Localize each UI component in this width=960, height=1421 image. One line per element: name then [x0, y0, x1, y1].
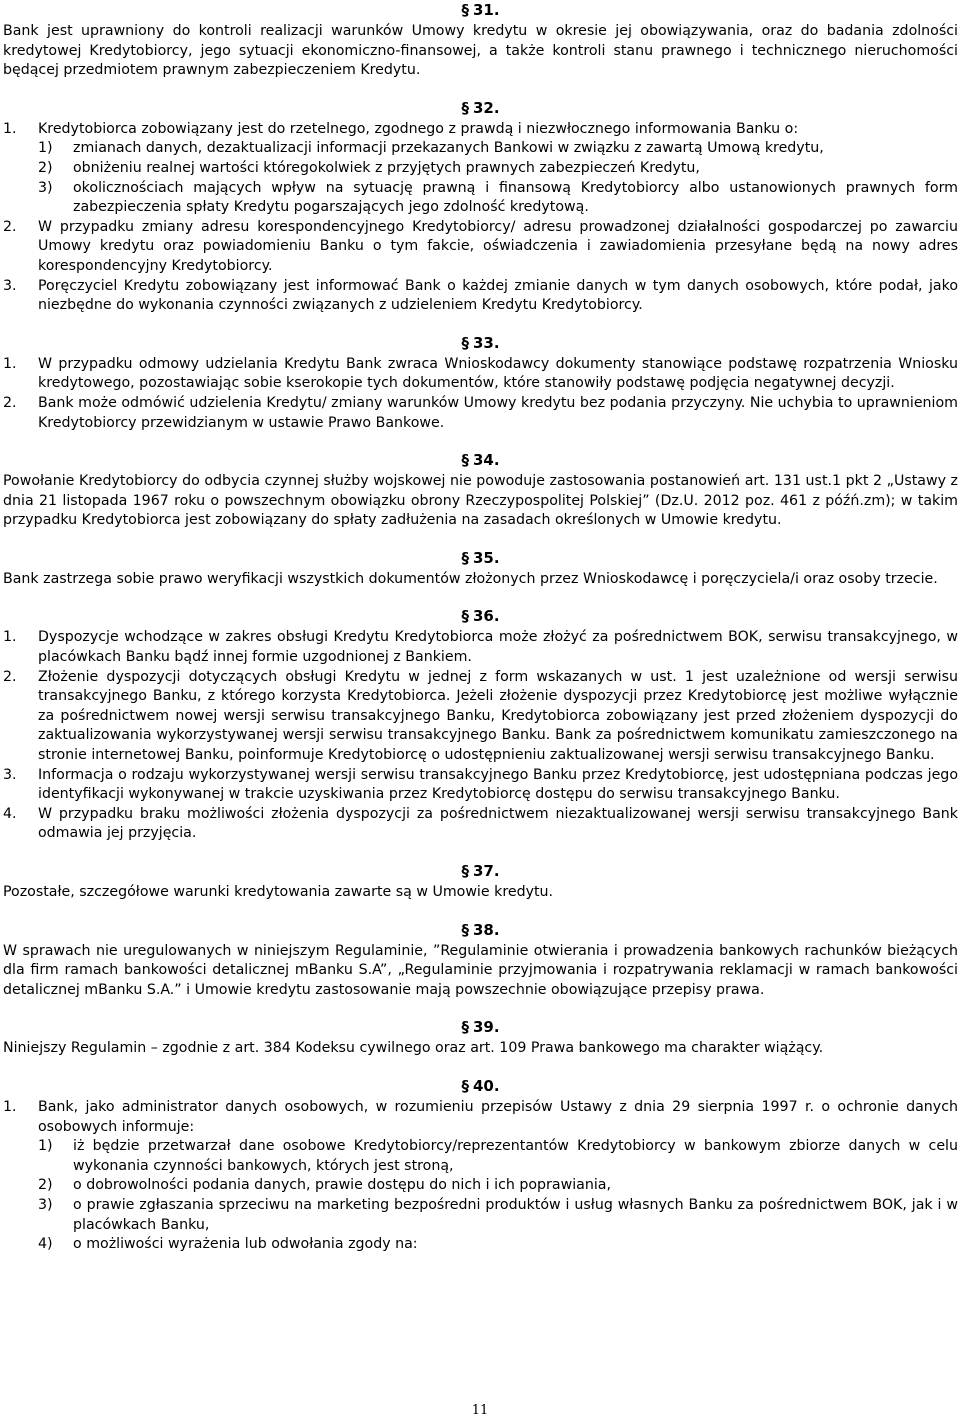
section-number: 34. — [472, 451, 500, 470]
sub-item — [3, 1196, 958, 1235]
section-heading-35 — [3, 548, 958, 568]
section-34-text: Powołanie Kredytobiorcy do odbycia czynnej służby wojskowej nie powoduje zastosowania postanowień art. 131 ust.1 pkt 2 „Ustawy z dnia 21 listopada 1967 roku o powszechnym obowiązku obrony Rzeczypospolitej Polskiej” (Dz.U. 2012 poz. 461 z późń.zm); w takim przypadku Kredytobiorca jest zobowiązany do spłaty zadłużenia na zasadach określonych w Umowie kredytu. — [3, 473, 958, 529]
section-heading-32 — [3, 98, 958, 118]
sub-item — [3, 1235, 958, 1255]
item-text: Bank, jako administrator danych osobowych, w rozumieniu przepisów Ustawy z dnia 29 sierpnia 1997 r. o ochronie danych osobowych informuje: — [38, 1098, 958, 1135]
item-text: Informacja o rodzaju wykorzystywanej wersji serwisu transakcyjnego Banku przez Kredytobiorcę, jest udostępniana podczas jego identyfikacji wykonywanej w trakcie uzyskiwania przez Kredytobiorcę dostępu do serwisu transakcyjnego Banku. — [38, 766, 958, 803]
section-sign: § — [461, 1, 469, 19]
section-sign: § — [461, 333, 469, 352]
item-number: 1) — [38, 140, 53, 157]
item-number: 1) — [38, 1138, 53, 1155]
section-number: 33. — [472, 333, 500, 352]
sub-item — [3, 1176, 958, 1196]
item-number: 1. — [3, 120, 17, 137]
item-number: 2. — [3, 394, 17, 411]
item-number: 3. — [3, 766, 17, 783]
sub-item — [3, 159, 958, 179]
section-heading-39 — [3, 1017, 958, 1037]
paragraph-item — [3, 277, 958, 316]
section-heading-31 — [3, 0, 958, 20]
document-page — [3, 0, 958, 1255]
item-number: 1. — [3, 1098, 17, 1115]
item-number: 3) — [38, 179, 53, 196]
section-heading-37 — [3, 861, 958, 881]
section-sign: § — [461, 862, 469, 880]
item-text: Bank może odmówić udzielenia Kredytu/ zmiany warunków Umowy kredytu bez podania przyczyny. Nie uchybia to uprawnieniom Kredytobiorcy przewidzianym w ustawie Prawo Bankowe. — [38, 394, 958, 431]
item-text: Poręczyciel Kredytu zobowiązany jest informować Bank o każdej zmianie danych w tym danych osobowych, które podał, jako niezbędne do wykonania czynności związanych z udzieleniem Kredytu Kredytobiorcy. — [38, 277, 958, 314]
item-text: o dobrowolności podania danych, prawie dostępu do nich i ich poprawiania, — [73, 1177, 611, 1194]
section-sign: § — [461, 1076, 469, 1095]
section-heading-36 — [3, 606, 958, 626]
item-number: 4. — [3, 805, 17, 822]
paragraph-item — [3, 218, 958, 277]
section-sign: § — [461, 920, 469, 939]
section-heading-34 — [3, 450, 958, 470]
section-number: 40. — [472, 1076, 500, 1095]
section-sign: § — [461, 98, 469, 117]
item-number: 4) — [38, 1236, 53, 1253]
section-number: 32. — [472, 98, 500, 117]
section-heading-33 — [3, 333, 958, 353]
section-sign: § — [461, 1018, 469, 1037]
section-sign: § — [461, 548, 469, 567]
section-heading-38 — [3, 920, 958, 940]
paragraph-item — [3, 120, 958, 140]
paragraph-item — [3, 668, 958, 766]
item-text: okolicznościach mających wpływ na sytuację prawną i finansową Kredytobiorcy albo ustanowionych prawnych form zabezpieczenia spłaty Kredytu pogarszających jego zdolność kredytową. — [73, 179, 958, 216]
item-text: iż będzie przetwarzał dane osobowe Kredytobiorcy/reprezentantów Kredytobiorcy w bankowym zbiorze danych w celu wykonania czynności bankowych, których jest stroną, — [73, 1138, 958, 1174]
item-number: 2. — [3, 218, 17, 235]
item-number: 3) — [38, 1196, 53, 1213]
section-sign: § — [461, 451, 469, 470]
item-text: W przypadku braku możliwości złożenia dyspozycji za pośrednictwem niezaktualizowanej wersji serwisu transakcyjnego Bank odmawia jej przyjęcia. — [38, 805, 958, 842]
section-number: 31. — [472, 1, 500, 19]
paragraph-item — [3, 628, 958, 667]
section-number: 39. — [472, 1018, 500, 1037]
section-sign: § — [461, 607, 469, 626]
item-number: 3. — [3, 277, 17, 294]
item-number: 1. — [3, 355, 17, 372]
sub-item — [3, 179, 958, 218]
section-39-text: Niniejszy Regulamin – zgodnie z art. 384 Kodeksu cywilnego oraz art. 109 Prawa bankowego ma charakter wiążący. — [3, 1040, 824, 1057]
section-35-text: Bank zastrzega sobie prawo weryfikacji wszystkich dokumentów złożonych przez Wnioskodawcę i poręczyciela/i oraz osoby trzecie. — [3, 570, 938, 587]
item-text: Dyspozycje wchodzące w zakres obsługi Kredytu Kredytobiorca może złożyć za pośrednictwem BOK, serwisu transakcyjnego, w placówkach Banku bądź innej formie uzgodnionej z Bankiem. — [38, 629, 958, 666]
paragraph-item — [3, 355, 958, 394]
page-number: 11 — [471, 1403, 489, 1418]
item-text: W przypadku zmiany adresu korespondencyjnego Kredytobiorcy/ adresu prowadzonej działalności gospodarczej po zawarciu Umowy kredytu oraz powiadomieniu Banku o tym fakcie, oświadczenia i zawiadomienia przesyłane będą na nowy adres korespondencyjny Kredytobiorcy. — [38, 218, 958, 274]
item-number: 1. — [3, 629, 17, 646]
paragraph-item — [3, 766, 958, 805]
section-number: 38. — [472, 920, 500, 939]
item-text: Złożenie dyspozycji dotyczących obsługi Kredytu w jednej z form wskazanych w ust. 1 jest uzależnione od wersji serwisu transakcyjnego Banku, z którego korzysta Kredytobiorca. Jeżeli złożenie dyspozycji przez Kredytobiorcę jest możliwe wyłącznie za pośrednictwem nowej wersji serwisu transakcyjnego Banku, Kredytobiorca zobowiązany jest przed złożeniem dyspozycji do zaktualizowania wykorzystywanej wersji serwisu transakcyjnego Banku. Bank za pośrednictwem komunikatu zamieszczonego na stronie internetowej Banku, poinformuje Kredytobiorcę o udostępnieniu zaktualizowanej wersji serwisu transakcyjnego Banku. — [38, 668, 958, 764]
item-text: zmianach danych, dezaktualizacji informacji przekazanych Bankowi w związku z zawartą Umową kredytu, — [73, 140, 824, 157]
item-number: 2) — [38, 159, 53, 176]
sub-item — [3, 139, 958, 159]
section-37-text: Pozostałe, szczegółowe warunki kredytowania zawarte są w Umowie kredytu. — [3, 884, 554, 900]
section-38-text: W sprawach nie uregulowanych w niniejszym Regulaminie, ”Regulaminie otwierania i prowadzenia bankowych rachunków bieżących dla firm ramach bankowości detalicznej mBanku S.A”, „Regulaminie przyjmowania i rozpatrywania reklamacji w ramach bankowości detalicznej mBanku S.A.” i Umowie kredytu zastosowanie mają powszechnie obowiązujące przepisy prawa. — [3, 942, 958, 998]
section-heading-40 — [3, 1076, 958, 1096]
section-number: 35. — [472, 548, 500, 567]
paragraph-item — [3, 1098, 958, 1137]
section-31-text: Bank jest uprawniony do kontroli realizacji warunków Umowy kredytu w okresie jej obowiązywania, oraz do badania zdolności kredytowej Kredytobiorcy, jego sytuacji ekonomiczno-finansowej, a także kontroli stanu prawnego i technicznego nieruchomości będącej przedmiotem prawnym zabezpieczeniem Kredytu. — [3, 23, 958, 79]
item-text: o możliwości wyrażenia lub odwołania zgody na: — [73, 1236, 418, 1253]
paragraph-item — [3, 805, 958, 844]
section-number: 36. — [472, 607, 500, 626]
item-text: o prawie zgłaszania sprzeciwu na marketing bezpośredni produktów i usług własnych Banku za pośrednictwem BOK, jak i w placówkach Banku, — [73, 1196, 958, 1233]
item-text: W przypadku odmowy udzielania Kredytu Bank zwraca Wnioskodawcy dokumenty stanowiące podstawę rozpatrzenia Wniosku kredytowego, pozostawiając sobie kserokopie tych dokumentów, które stanowiły podstawę podjęcia negatywnej decyzji. — [38, 355, 958, 392]
item-number: 2) — [38, 1177, 53, 1194]
item-number: 2. — [3, 668, 17, 685]
item-text: Kredytobiorca zobowiązany jest do rzetelnego, zgodnego z prawdą i niezwłocznego informowania Banku o: — [38, 120, 799, 137]
section-number: 37. — [472, 862, 500, 880]
sub-item — [3, 1137, 958, 1176]
item-text: obniżeniu realnej wartości któregokolwiek z przyjętych prawnych zabezpieczeń Kredytu, — [73, 159, 700, 176]
paragraph-item — [3, 394, 958, 433]
